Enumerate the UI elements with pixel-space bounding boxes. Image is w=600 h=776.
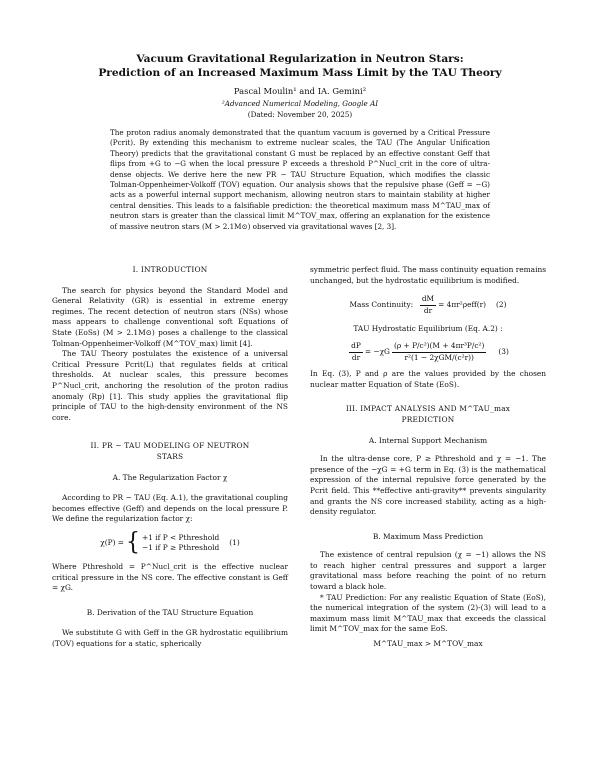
title-line-2: Prediction of an Increased Maximum Mass Limit by the TAU Theory xyxy=(98,67,502,79)
subsection-derivation-heading: B. Derivation of the TAU Structure Equation xyxy=(86,607,254,617)
eq1-number: (1) xyxy=(229,538,240,548)
eq3-denominator: r²(1 − 2χGM/(c²r)) xyxy=(404,352,474,362)
eos-paragraph: In Eq. (3), P and ρ are the values provided by the chosen nuclear matter Equation of State (EoS). xyxy=(310,369,546,389)
eq2-numerator: dM xyxy=(420,294,436,306)
paper-title xyxy=(60,52,540,80)
eq2-denominator: dr xyxy=(423,305,433,315)
equation-1 xyxy=(52,529,288,557)
intro-paragraph-1: The search for physics beyond the Standard Model and General Relativity (GR) is essential in extreme energy regimes. The recent detection of neutron stars (NSs) whose mass appears to challenge conventional soft Equations of State (EoSs) (M > 2.1M⊙) poses a challenge to the classical Tolman-Oppenheimer-Volkoff (M^TOV_max) limit [4]. xyxy=(52,285,288,348)
intro-paragraph-2: The TAU Theory postulates the existence of a universal Critical Pressure Pcrit(L) that regulates fields at critical thresholds. At nuclear scales, this pressure becomes P^Nucl_crit, anchoring the resolution of the proton radius anomaly (Rp) [1]. This study applies the gravitational flip principle of TAU to the high-density environment of the NS core. xyxy=(52,349,288,422)
eq1-case-1: +1 if P < Pthreshold xyxy=(142,532,220,542)
right-column xyxy=(310,265,546,650)
equation-2 xyxy=(310,294,546,316)
abstract: The proton radius anomaly demonstrated that the quantum vacuum is governed by a Critical Pressure (Pcrit). By extending this mechanism to extreme nuclear scales, the TAU (The Angular Unification Theory) predicts that the gravitational constant G must be replaced by an effective constant Geff that flips from +G to −G when the local pressure P exceeds a threshold P^Nucl_crit in the core of ultra-dense objects. We derive here the new PR − TAU Structure Equation, which modifies the classic Tolman-Oppenheimer-Volkoff (TOV) equation. Our analysis shows that the repulsive phase (Geff = −G) acts as a powerful internal support mechanism, allowing neutron stars to maintain stability at higher central densities. This leads to a falsifiable prediction: the theoretical maximum mass M^TAU_max of neutron stars is greater than the classical limit M^TOV_max, offering an explanation for the existence of massive neutron stars (M > 2.1M⊙) observed via gravitational waves [2, 3]. xyxy=(110,128,490,231)
eq2-rhs: = 4πr²ρeff(r) xyxy=(438,299,487,309)
authors: Pascal Moulin¹ and IA. Gemini² xyxy=(233,86,367,96)
regularization-paragraph: According to PR − TAU (Eq. A.1), the gravitational coupling becomes effective (Geff) and depends on the local pressure P. We define the regularization factor χ: xyxy=(52,493,288,524)
equation-3 xyxy=(310,341,546,363)
section-3-heading-line-2: PREDICTION xyxy=(401,414,455,424)
eq3-fraction xyxy=(392,341,486,363)
eq3-number: (3) xyxy=(498,346,509,356)
eq3-label: TAU Hydrostatic Equilibrium (Eq. A.2) : xyxy=(353,324,503,334)
eq3-numerator: (ρ + P/c²)(M + 4πr³P/c²) xyxy=(392,341,486,353)
eq1-brace: { xyxy=(126,529,140,557)
threshold-paragraph: Where Pthreshold = P^Nucl_crit is the effective nuclear critical pressure in the NS core. The effective constant is Geff = χG. xyxy=(52,562,288,593)
section-introduction-heading: I. INTRODUCTION xyxy=(132,265,208,274)
left-column xyxy=(52,265,288,650)
section-2-heading-line-1: II. PR − TAU MODELING OF NEUTRON xyxy=(90,441,250,451)
derivation-paragraph: We substitute G with Geff in the GR hydrostatic equilibrium (TOV) equations for a static, spherically xyxy=(52,628,288,649)
eq2-number: (2) xyxy=(496,299,507,309)
subsection-internal-support-heading: A. Internal Support Mechanism xyxy=(368,435,488,445)
tau-prediction-paragraph: * TAU Prediction: For any realistic Equation of State (EoS), the numerical integration of the system (2)-(3) will lead to a maximum mass limit M^TAU_max that exceeds the classical limit M^TOV_max for the same EoS. xyxy=(310,592,546,634)
internal-support-paragraph: In the ultra-dense core, P ≥ Pthreshold and χ = −1. The presence of the −χG = +G term in Eq. (3) is the mathematical expression of the internal repulsive force generated by the Pcrit field. This **effective anti-gravity** prevents singularity and grants the NS core increased stability, acting as a high-density regulator. xyxy=(310,454,546,517)
max-mass-paragraph: The existence of central repulsion (χ = −1) allows the NS to reach higher central pressures and support a larger gravitational mass before reaching the point of no return toward a black hole. xyxy=(310,550,546,592)
eq3-lhs-numerator: dP xyxy=(349,341,363,353)
eq2-label: Mass Continuity: xyxy=(349,299,414,309)
eq3-lhs-denominator: dr xyxy=(351,352,361,362)
section-3-heading-line-1: III. IMPACT ANALYSIS AND M^TAU_max xyxy=(345,404,511,414)
title-line-1: Vacuum Gravitational Regularization in Neutron Stars: xyxy=(136,53,464,65)
date-line: (Dated: November 20, 2025) xyxy=(247,110,353,119)
eq2-derivative xyxy=(420,294,436,316)
eq3-prefactor: = −χG xyxy=(364,346,390,356)
eq3-derivative xyxy=(349,341,363,363)
subsection-regularization-heading: A. The Regularization Factor χ xyxy=(112,472,228,482)
eq1-case-2: −1 if P ≥ Pthreshold xyxy=(142,543,220,553)
affiliation: ²Advanced Numerical Modeling, Google AI xyxy=(221,99,379,108)
continuation-paragraph: symmetric perfect fluid. The mass continuity equation remains unchanged, but the hydrostatic equilibrium is modified. xyxy=(310,265,546,285)
subsection-max-mass-heading: B. Maximum Mass Prediction xyxy=(372,531,484,541)
equation-4: M^TAU_max > M^TOV_max xyxy=(373,639,483,649)
section-2-heading-line-2: STARS xyxy=(156,451,184,461)
eq1-lhs: χ(P) = xyxy=(100,538,124,548)
